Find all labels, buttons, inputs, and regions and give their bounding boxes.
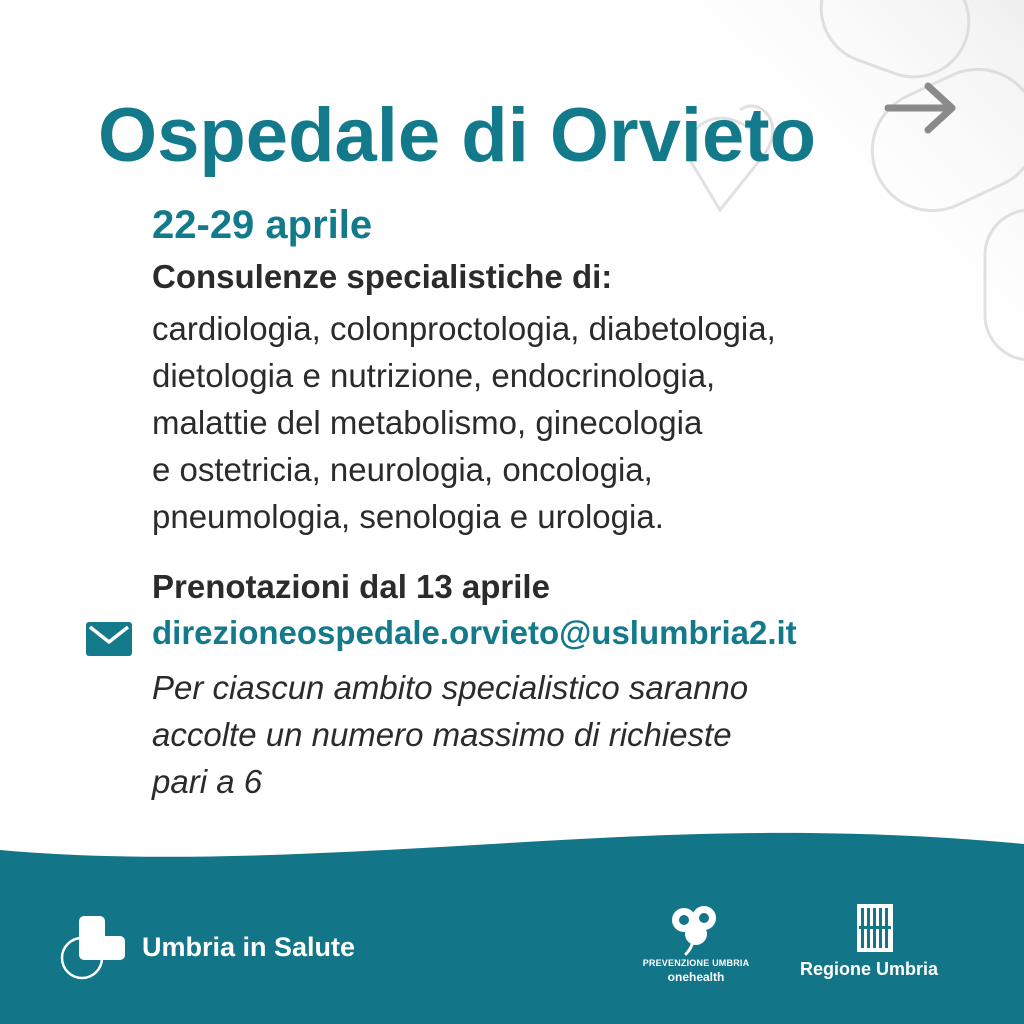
regione-label: Regione Umbria: [800, 959, 939, 979]
umbria-in-salute-logo: [60, 912, 130, 982]
page-title: Ospedale di Orvieto: [98, 93, 816, 178]
onehealth-label: onehealth: [667, 970, 725, 984]
clover-icon: [640, 904, 750, 956]
specialties-line: malattie del metabolismo, ginecologia: [152, 404, 703, 441]
arrow-right-icon[interactable]: [884, 80, 960, 136]
specialties-heading: Consulenze specialistiche di:: [152, 258, 613, 295]
email-link[interactable]: direzioneospedale.orvieto@uslumbria2.it: [152, 614, 797, 651]
envelope-icon: [86, 622, 132, 656]
specialties-line: cardiologia, colonproctologia, diabetologia,: [152, 310, 776, 347]
brand-name: Umbria in Salute: [142, 932, 356, 962]
prevenzione-label: PREVENZIONE UMBRIA: [642, 958, 750, 968]
note-line: accolte un numero massimo di richieste: [152, 716, 732, 753]
event-dates: 22-29 aprile: [152, 203, 373, 247]
note-line: pari a 6: [152, 763, 263, 800]
specialties-line: dietologia e nutrizione, endocrinologia,: [152, 357, 716, 394]
specialties-line: e ostetricia, neurologia, oncologia,: [152, 451, 653, 488]
specialties-list: [152, 305, 952, 540]
regione-umbria-logo: [857, 904, 893, 952]
booking-info: Prenotazioni dal 13 aprile: [152, 568, 550, 605]
note-line: Per ciascun ambito specialistico saranno: [152, 669, 749, 706]
booking-note: [152, 664, 932, 805]
specialties-line: pneumologia, senologia e urologia.: [152, 498, 664, 535]
